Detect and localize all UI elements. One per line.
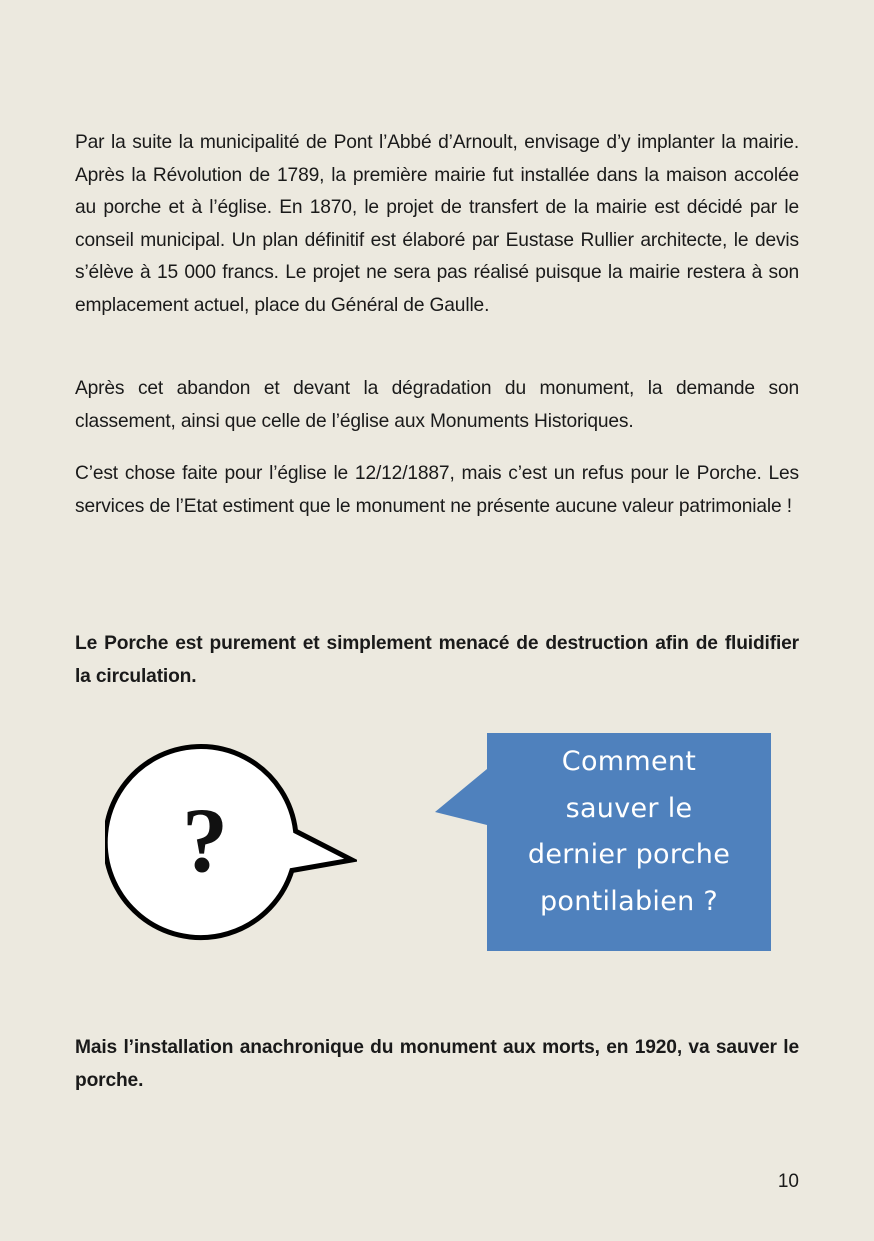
callout-line: dernier porche — [527, 839, 731, 870]
callout-line: pontilabien ? — [539, 885, 719, 917]
callout-question-text — [487, 739, 771, 925]
paragraph-monument-aux-morts: Mais l’installation anachronique du monument aux morts, en 1920, va sauver le porche. — [75, 1037, 799, 1091]
paragraph-classement-refusal: C’est chose faite pour l’église le 12/12/1887, mais c’est un refus pour le Porche. Les services de l’Etat estiment que le monument ne présente aucune valeur patrimoniale ! — [75, 463, 799, 517]
paragraph-mairie-history: Par la suite la municipalité de Pont l’Abbé d’Arnoult, envisage d’y implanter la mairie. Après la Révolution de 1789, la première mairie fut installée dans la maison accolée au porche et à l’église. En 1870, le projet de transfert de la mairie est décidé par le conseil municipal. Un plan définitif est élaboré par Eustase Rullier architecte, le devis s’élève à 15 000 francs. Le projet ne sera pas réalisé puisque la mairie restera à son emplacement actuel, place du Général de Gaulle. — [75, 132, 799, 316]
question-mark: ? — [182, 789, 228, 891]
paragraph-classement-request: Après cet abandon et devant la dégradation du monument, la demande son classement, ainsi que celle de l’église aux Monuments Historiques. — [75, 378, 799, 432]
page-number: 10 — [777, 1171, 799, 1192]
callout-line: sauver le — [565, 792, 693, 824]
callout-line: Comment — [561, 746, 697, 777]
paragraph-destruction-threat: Le Porche est purement et simplement menacé de destruction afin de fluidifier la circulation. — [75, 633, 799, 687]
